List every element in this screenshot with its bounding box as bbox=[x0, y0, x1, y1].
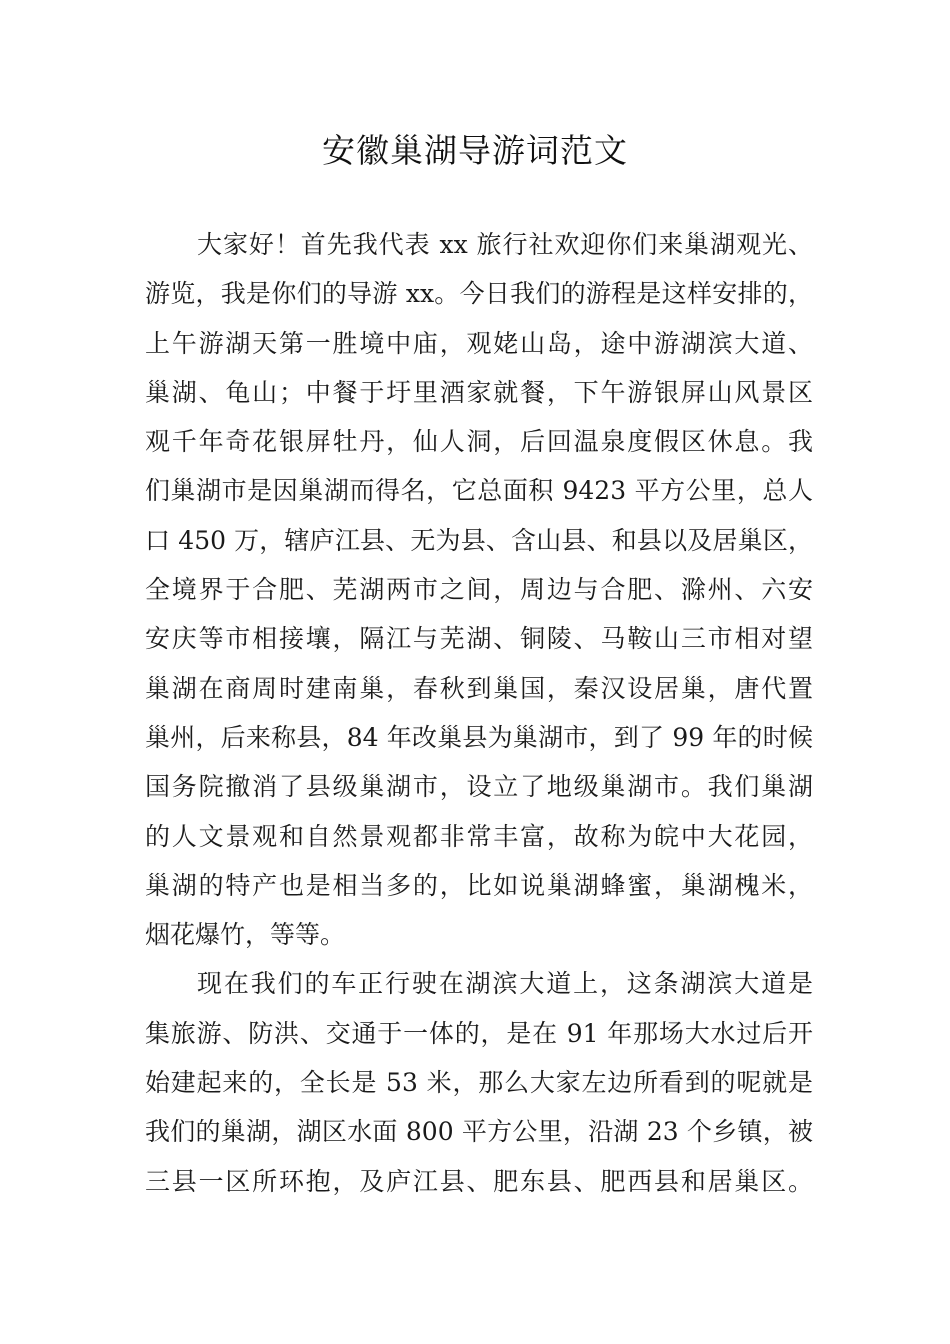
paragraph-line: 观千年奇花银屏牡丹，仙人洞，后回温泉度假区休息。我 bbox=[145, 427, 813, 457]
paragraph-line: 巢湖的特产也是相当多的，比如说巢湖蜂蜜，巢湖槐米， bbox=[145, 870, 813, 900]
document-body bbox=[145, 220, 813, 1206]
paragraph-line: 们巢湖市是因巢湖而得名，它总面积 9423 平方公里，总人 bbox=[145, 476, 813, 506]
paragraph-line: 安庆等市相接壤，隔江与芜湖、铜陵、马鞍山三市相对望 bbox=[145, 624, 813, 654]
paragraph-line: 国务院撤消了县级巢湖市，设立了地级巢湖市。我们巢湖 bbox=[145, 772, 813, 802]
paragraph-line: 现在我们的车正行驶在湖滨大道上，这条湖滨大道是 bbox=[197, 969, 813, 999]
paragraph-2 bbox=[145, 959, 813, 1205]
paragraph-line: 上午游湖天第一胜境中庙，观姥山岛，途中游湖滨大道、 bbox=[145, 328, 813, 358]
paragraph-line: 集旅游、防洪、交通于一体的，是在 91 年那场大水过后开 bbox=[145, 1018, 813, 1048]
paragraph-line: 大家好！首先我代表 xx 旅行社欢迎你们来巢湖观光、 bbox=[197, 230, 813, 259]
paragraph-line: 烟花爆竹，等等。 bbox=[145, 920, 346, 950]
paragraph-line: 巢州，后来称县，84 年改巢县为巢湖市，到了 99 年的时候 bbox=[145, 722, 813, 752]
paragraph-line: 我们的巢湖，湖区水面 800 平方公里，沿湖 23 个乡镇，被 bbox=[145, 1117, 813, 1147]
paragraph-line: 全境界于合肥、芜湖两市之间，周边与合肥、滁州、六安 bbox=[145, 575, 813, 605]
paragraph-line: 巢湖在商周时建南巢，春秋到巢国，秦汉设居巢，唐代置 bbox=[145, 673, 813, 703]
document-title: 安徽巢湖导游词范文 bbox=[322, 131, 628, 170]
paragraph-line: 的人文景观和自然景观都非常丰富，故称为皖中大花园， bbox=[145, 821, 813, 851]
paragraph-line: 始建起来的，全长是 53 米，那么大家左边所看到的呢就是 bbox=[145, 1068, 813, 1098]
paragraph-line: 口 450 万，辖庐江县、无为县、含山县、和县以及居巢区， bbox=[145, 525, 813, 555]
paragraph-line: 游览，我是你们的导游 xx。今日我们的游程是这样安排的， bbox=[145, 279, 813, 309]
paragraph-line: 巢湖、龟山；中餐于圩里酒家就餐，下午游银屏山风景区 bbox=[145, 377, 813, 407]
paragraph-1 bbox=[145, 220, 813, 959]
paragraph-line: 三县一区所环抱，及庐江县、肥东县、肥西县和居巢区。 bbox=[145, 1166, 813, 1196]
